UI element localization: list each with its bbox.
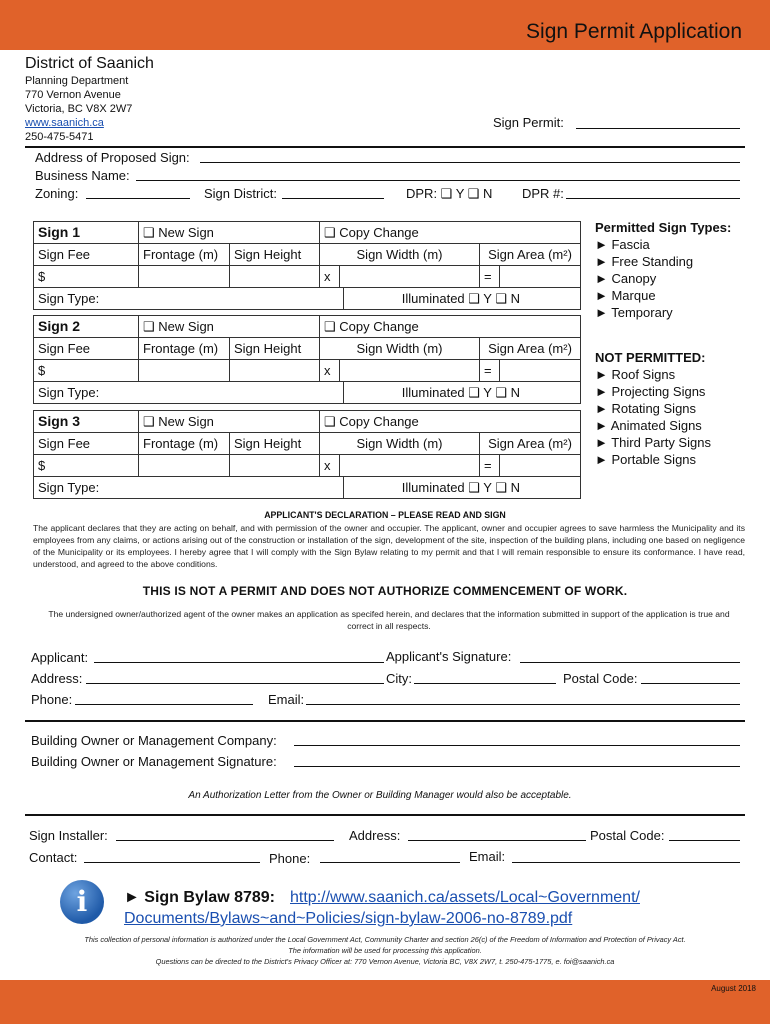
installer-email-label: Email: [469, 849, 506, 864]
sign-area-field[interactable] [499, 359, 581, 382]
zoning-field[interactable] [86, 198, 190, 199]
zoning-label: Zoning: [35, 186, 79, 201]
frontage-label: Frontage (m) [138, 243, 230, 266]
declaration-body: The applicant declares that they are acting on behalf, and with permission of the owner and occupier. The applicant, owner and occupier agrees to save harmless the Municipality and its employees from any claims, or actions arising out of the construction or installation of the sign, development of the site, inspection of the building plans, including one based on negligence of the Municipality or its employees. I hereby agree that I will comply with the Sign Bylaw relating to my permit and that I will remain responsible to ensure its conformance. I have read, understood, and agreed to the above conditions. [33, 523, 745, 569]
sign-type-label: Sign Type: [33, 476, 344, 499]
permitted-item: ► Marque [595, 288, 656, 303]
owner-company-field[interactable] [294, 745, 740, 746]
copy-change-checkbox[interactable]: ❑ Copy Change [319, 410, 581, 433]
sign-fee-label: Sign Fee [33, 243, 139, 266]
sign-width-field[interactable] [339, 265, 480, 288]
sign-1-grid [33, 221, 580, 315]
sign-area-label: Sign Area (m²) [479, 337, 581, 360]
installer-email-field[interactable] [512, 862, 740, 863]
org-phone: 250-475-5471 [25, 131, 94, 143]
header-bar [0, 0, 770, 50]
revision-date: August 2018 [711, 984, 756, 993]
sign-title: Sign 2 [33, 315, 139, 338]
permitted-item: ► Fascia [595, 237, 650, 252]
sign-width-field[interactable] [339, 454, 480, 477]
owner-signature-field[interactable] [294, 766, 740, 767]
privacy-line: The information will be used for processing this application. [288, 946, 482, 955]
not-permit-warning: THIS IS NOT A PERMIT AND DOES NOT AUTHORIZE COMMENCEMENT OF WORK. [142, 584, 628, 598]
sign-height-field[interactable] [229, 454, 320, 477]
sign-area-label: Sign Area (m²) [479, 243, 581, 266]
applicant-field[interactable] [94, 662, 384, 663]
applicant-postal-field[interactable] [641, 683, 740, 684]
district-label: Sign District: [204, 186, 277, 201]
sign-type-label: Sign Type: [33, 381, 344, 404]
applicant-phone-field[interactable] [75, 704, 253, 705]
copy-change-checkbox[interactable]: ❑ Copy Change [319, 315, 581, 338]
sign-width-label: Sign Width (m) [319, 243, 480, 266]
permitted-title: Permitted Sign Types: [595, 220, 732, 235]
contact-label: Contact: [29, 850, 78, 865]
not-permitted-item: ► Third Party Signs [595, 435, 711, 450]
not-permitted-title: NOT PERMITTED: [595, 350, 706, 365]
installer-address-label: Address: [349, 828, 401, 843]
applicant-label: Applicant: [31, 650, 89, 665]
bylaw-link-1[interactable]: http://www.saanich.ca/assets/Local~Government/ [290, 889, 640, 906]
sign-width-label: Sign Width (m) [319, 337, 480, 360]
not-permitted-item: ► Rotating Signs [595, 401, 697, 416]
multiply-sign: x [319, 265, 340, 288]
declaration-title: APPLICANT'S DECLARATION – PLEASE READ AND SIGN [264, 510, 506, 520]
applicant-postal-label: Postal Code: [563, 671, 638, 686]
sign-height-label: Sign Height [229, 243, 320, 266]
installer-label: Sign Installer: [29, 828, 108, 843]
address-field[interactable] [200, 162, 740, 163]
sign-fee-field[interactable]: $ [33, 359, 139, 382]
multiply-sign: x [319, 359, 340, 382]
undersigned-text: The undersigned owner/authorized agent of the owner makes an application as specifed herein, and declares that the information submitted in support of the application is true and correct in all respects. [48, 609, 730, 631]
illuminated-checkbox[interactable]: Illuminated ❑ Y ❑ N [343, 287, 581, 310]
not-permitted-item: ► Projecting Signs [595, 384, 706, 399]
installer-address-field[interactable] [408, 840, 586, 841]
privacy-notice [0, 934, 770, 967]
installer-phone-label: Phone: [269, 851, 311, 866]
divider [25, 146, 745, 148]
equals-sign: = [479, 454, 500, 477]
applicant-address-label: Address: [31, 671, 83, 686]
not-permitted-item: ► Animated Signs [595, 418, 702, 433]
sign-3-grid [33, 410, 580, 504]
not-permitted-item: ► Portable Signs [595, 452, 697, 467]
sign-title: Sign 1 [33, 221, 139, 244]
not-permitted-list [595, 349, 711, 468]
owner-company-label: Building Owner or Management Company: [31, 733, 277, 748]
sign-width-field[interactable] [339, 359, 480, 382]
sign-fee-label: Sign Fee [33, 337, 139, 360]
equals-sign: = [479, 359, 500, 382]
permitted-list [595, 219, 731, 321]
not-permitted-item: ► Roof Signs [595, 367, 676, 382]
bylaw-label: ► Sign Bylaw 8789: [124, 889, 275, 906]
org-city: Victoria, BC V8X 2W7 [25, 103, 133, 115]
sign-area-label: Sign Area (m²) [479, 432, 581, 455]
sign-fee-label: Sign Fee [33, 432, 139, 455]
info-icon: i [60, 880, 104, 924]
district-field[interactable] [282, 198, 384, 199]
permitted-item: ► Temporary [595, 305, 673, 320]
sign-2-grid [33, 315, 580, 409]
new-sign-checkbox[interactable]: ❑ New Sign [138, 410, 320, 433]
permitted-item: ► Free Standing [595, 254, 694, 269]
divider [25, 720, 745, 722]
applicant-signature-field[interactable] [520, 662, 740, 663]
business-label: Business Name: [35, 168, 130, 183]
dpr-num-field[interactable] [566, 198, 740, 199]
frontage-label: Frontage (m) [138, 432, 230, 455]
applicant-phone-label: Phone: [31, 692, 73, 707]
sign-type-label: Sign Type: [33, 287, 344, 310]
sign-permit-label: Sign Permit: [493, 115, 564, 130]
dpr-num-label: DPR #: [522, 186, 564, 201]
applicant-signature-label: Applicant's Signature: [386, 649, 512, 664]
multiply-sign: x [319, 454, 340, 477]
sign-height-field[interactable] [229, 265, 320, 288]
city-label: City: [386, 671, 412, 686]
new-sign-checkbox[interactable]: ❑ New Sign [138, 221, 320, 244]
sign-height-label: Sign Height [229, 432, 320, 455]
new-sign-checkbox[interactable]: ❑ New Sign [138, 315, 320, 338]
permitted-item: ► Canopy [595, 271, 657, 286]
business-field[interactable] [136, 180, 740, 181]
frontage-field[interactable] [138, 359, 230, 382]
sign-fee-field[interactable]: $ [33, 454, 139, 477]
contact-field[interactable] [84, 862, 260, 863]
footer-bar [0, 980, 770, 1024]
page-title: Sign Permit Application [526, 20, 742, 43]
sign-title: Sign 3 [33, 410, 139, 433]
equals-sign: = [479, 265, 500, 288]
sign-height-field[interactable] [229, 359, 320, 382]
org-dept: Planning Department [25, 75, 129, 87]
authorization-note: An Authorization Letter from the Owner or Building Manager would also be acceptable. [188, 790, 572, 801]
address-label: Address of Proposed Sign: [35, 150, 190, 165]
owner-signature-label: Building Owner or Management Signature: [31, 754, 277, 769]
frontage-field[interactable] [138, 454, 230, 477]
org-address-block [25, 74, 132, 144]
applicant-address-field[interactable] [86, 683, 384, 684]
divider [25, 814, 745, 816]
privacy-line: Questions can be directed to the District's Privacy Officer at: 770 Vernon Avenue, Victoria BC, V8X 2W7, t. 250-475-1775, e. foi@saanich.ca [155, 957, 615, 966]
sign-height-label: Sign Height [229, 337, 320, 360]
applicant-email-field[interactable] [306, 704, 740, 705]
org-name: District of Saanich [25, 55, 154, 72]
illuminated-checkbox[interactable]: Illuminated ❑ Y ❑ N [343, 381, 581, 404]
applicant-email-label: Email: [268, 692, 305, 707]
bylaw-link-2[interactable]: Documents/Bylaws~and~Policies/sign-bylaw-2006-no-8789.pdf [124, 910, 573, 927]
installer-postal-field[interactable] [669, 840, 740, 841]
installer-postal-label: Postal Code: [590, 828, 665, 843]
sign-permit-field[interactable] [576, 128, 740, 129]
city-field[interactable] [414, 683, 556, 684]
sign-area-field[interactable] [499, 454, 581, 477]
dpr-checkbox[interactable]: DPR: ❑ Y ❑ N [406, 186, 493, 201]
org-street: 770 Vernon Avenue [25, 89, 121, 101]
sign-width-label: Sign Width (m) [319, 432, 480, 455]
copy-change-checkbox[interactable]: ❑ Copy Change [319, 221, 581, 244]
privacy-line: This collection of personal information is authorized under the Local Government Act, Community Charter and section 26(c) of the Freedom of Information and Protection of Privacy Act. [84, 935, 686, 944]
installer-phone-field[interactable] [320, 862, 460, 863]
illuminated-checkbox[interactable]: Illuminated ❑ Y ❑ N [343, 476, 581, 499]
frontage-field[interactable] [138, 265, 230, 288]
sign-fee-field[interactable]: $ [33, 265, 139, 288]
installer-field[interactable] [116, 840, 334, 841]
sign-area-field[interactable] [499, 265, 581, 288]
frontage-label: Frontage (m) [138, 337, 230, 360]
org-website-link[interactable]: www.saanich.ca [25, 117, 104, 129]
